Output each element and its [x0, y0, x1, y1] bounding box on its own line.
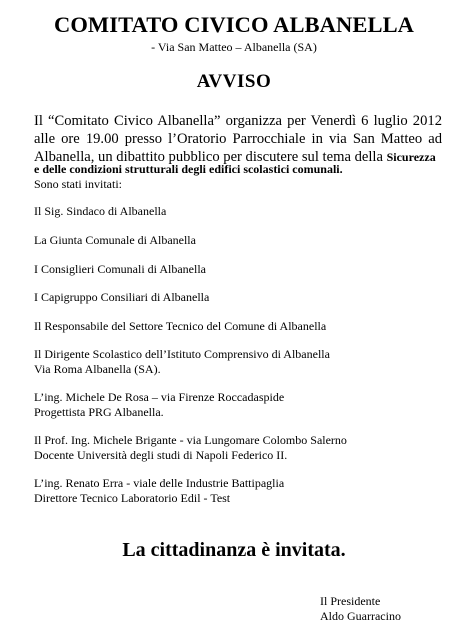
intro-line-4: e delle condizioni strutturali degli edifici scolastici comunali. — [34, 162, 343, 176]
invitee-line: Direttore Tecnico Laboratorio Edil - Test — [34, 490, 231, 505]
invitee-line: Il Responsabile del Settore Tecnico del Comune di Albanella — [34, 319, 327, 333]
intro-line-3-bold: Sicurezza — [386, 150, 436, 164]
invitee-line: L’ing. Renato Erra - viale delle Industrie Battipaglia — [34, 476, 285, 490]
invitee-item — [34, 476, 284, 505]
invitee-line: Docente Università degli studi di Napoli Federico II. — [34, 447, 288, 462]
intro-line-2: alle ore 19.00 presso l’Oratorio Parrocchiale in via San Matteo ad — [34, 131, 442, 147]
signature-role: Il Presidente — [320, 594, 381, 608]
notice-heading: AVVISO — [196, 71, 272, 92]
invitee-line: Il Sig. Sindaco di Albanella — [34, 204, 167, 218]
organization-address: - Via San Matteo – Albanella (SA) — [151, 40, 317, 54]
signature-name: Aldo Guarracino — [320, 609, 401, 623]
closing-statement: La cittadinanza è invitata. — [122, 539, 346, 561]
organization-title: COMITATO CIVICO ALBANELLA — [53, 12, 415, 37]
intro-line-3-text: Albanella, un dibattito pubblico per discutere sul tema della — [34, 149, 383, 165]
invitee-item — [34, 390, 284, 419]
invitee-line: Il Prof. Ing. Michele Brigante - via Lungomare Colombo Salerno — [34, 433, 347, 447]
invitee-item — [34, 290, 209, 305]
invitee-item — [34, 262, 206, 277]
intro-tail — [34, 162, 442, 192]
signature-block — [320, 594, 460, 624]
invitee-line: Progettista PRG Albanella. — [34, 404, 164, 419]
invitee-item — [34, 433, 347, 462]
invitee-item — [34, 319, 326, 334]
invitee-item — [34, 233, 196, 248]
invitee-line: La Giunta Comunale di Albanella — [34, 233, 196, 247]
intro-paragraph — [34, 112, 442, 166]
invitee-item — [34, 204, 166, 219]
invitee-line: I Capigruppo Consiliari di Albanella — [34, 290, 210, 304]
invitee-line: L’ing. Michele De Rosa – via Firenze Roccadaspide — [34, 390, 285, 404]
intro-line-5: Sono stati invitati: — [34, 177, 123, 191]
intro-line-1: Il “Comitato Civico Albanella” organizza per Venerdì 6 luglio 2012 — [34, 113, 442, 129]
invitee-line: Via Roma Albanella (SA). — [34, 361, 161, 376]
invitee-line: I Consiglieri Comunali di Albanella — [34, 262, 206, 276]
invitee-item — [34, 347, 330, 376]
invitee-line: Il Dirigente Scolastico dell’Istituto Comprensivo di Albanella — [34, 347, 330, 361]
